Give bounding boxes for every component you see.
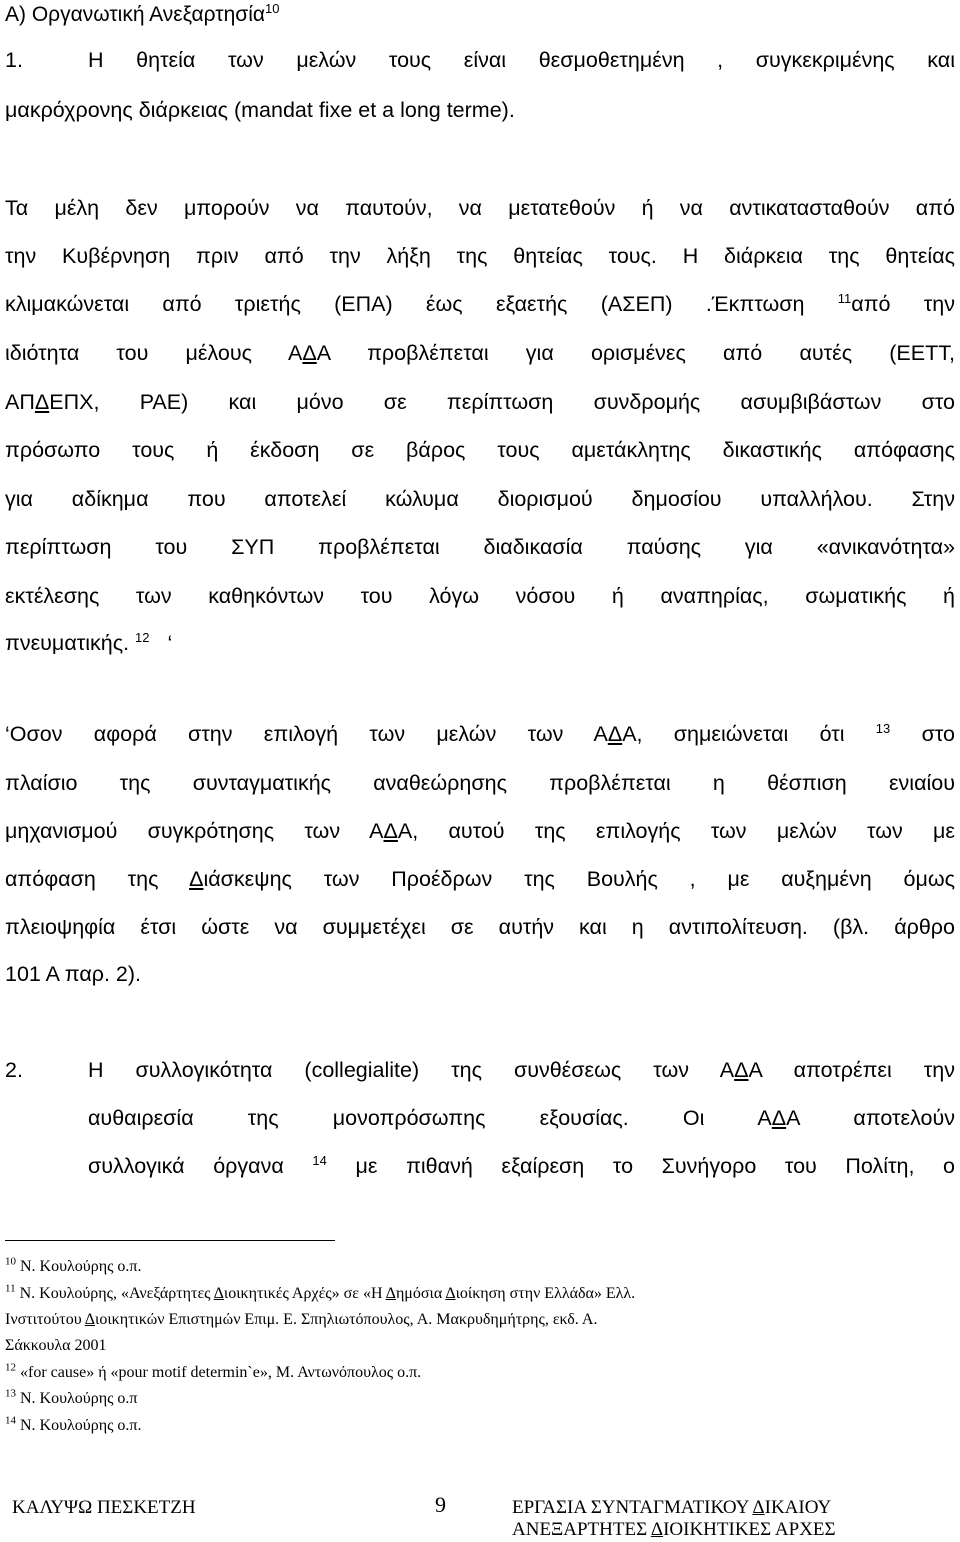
- item-1-number: 1.: [5, 48, 23, 72]
- footnote-separator: [5, 1240, 335, 1241]
- item-2-line-3: συλλογικά όργανα $^{14}$ με πιθανή εξαίρεση το Συνήγορο του Πολίτη, ο: [88, 1152, 956, 1178]
- para-3-line-1: ‘Οσον αφορά στην επιλογή των μελών των ΑΔΑ, σημειώνεται ότι $^{13}$ στο: [5, 720, 955, 746]
- item-2-line-1: Η συλλογικότητα (collegialite) της συνθέσεως των ΑΔΑ αποτρέπει την: [88, 1058, 955, 1082]
- footnote-14: $^{14}$ Ν. Κουλούρης ο.π.: [5, 1414, 142, 1434]
- footnote-ref-13[interactable]: 13: [875, 720, 891, 736]
- footnote-11-line-2: Ινστιτούτου Διοικητικών Επιστημών Επιμ. Ε. Σπηλιωτόπουλος, Α. Μακρυδημήτρης, εκδ. Α.: [5, 1311, 598, 1328]
- footer-author: ΚΑΛΥΨΩ ΠΕΣΚΕΤΖΗ: [12, 1497, 196, 1518]
- para-2-line-2: την Κυβέρνηση πριν από την λήξη της θητείας τους. Η διάρκεια της θητείας: [5, 244, 955, 268]
- footnote-11-line-3: Σάκκουλα 2001: [5, 1337, 107, 1354]
- footnote-ref-12[interactable]: 12: [135, 629, 150, 645]
- footnote-13: $^{13}$ Ν. Κουλούρης ο.π: [5, 1387, 138, 1407]
- footnote-ref-11[interactable]: 11: [837, 290, 852, 306]
- para-3-line-4: απόφαση της Διάσκεψης των Προέδρων της Βουλής , με αυξημένη όμως: [5, 867, 955, 891]
- footnote-ref-10[interactable]: 10: [265, 1, 280, 16]
- footnote-12: $^{12}$ «for cause» ή «pour motif determin`e», Μ. Αντωνόπουλος ο.π.: [5, 1361, 422, 1381]
- footer-title-line-2: ΑΝΕΞΑΡΤΗΤΕΣ ΔΙΟΙΚΗΤΙΚΕΣ ΑΡΧΕΣ: [512, 1519, 836, 1540]
- footer-title-line-1: ΕΡΓΑΣΙΑ ΣΥΝΤΑΓΜΑΤΙΚΟΥ ΔΙΚΑΙΟΥ: [512, 1497, 832, 1518]
- item-2-number: 2.: [5, 1058, 23, 1082]
- para-2-line-7: για αδίκημα που αποτελεί κώλυμα διορισμού δημοσίου υπαλλήλου. Στην: [5, 487, 955, 511]
- para-3-line-6: 101 Α παρ. 2).: [5, 962, 142, 986]
- para-3-line-3: μηχανισμού συγκρότησης των ΑΔΑ, αυτού της επιλογής των μελών των με: [5, 819, 955, 843]
- para-2-line-4: ιδιότητα του μέλους ΑΔΑ προβλέπεται για ορισμένες από αυτές (ΕΕΤΤ,: [5, 341, 955, 365]
- para-2-line-9: εκτέλεσης των καθηκόντων του λόγω νόσου ή αναπηρίας, σωματικής ή: [5, 584, 955, 608]
- item-2-line-2: αυθαιρεσία της μονοπρόσωπης εξουσίας. Οι ΑΔΑ αποτελούν: [88, 1106, 955, 1130]
- page-number: 9: [435, 1492, 446, 1517]
- para-2-line-5: ΑΠΔΕΠΧ, ΡΑΕ) και μόνο σε περίπτωση συνδρομής ασυμβιβάστων στο: [5, 390, 955, 414]
- para-2-line-1: Τα μέλη δεν μπορούν να παυτούν, να μετατεθούν ή να αντικατασταθούν από: [5, 196, 955, 220]
- para-3-line-5: πλειοψηφία έτσι ώστε να συμμετέχει σε αυτήν και η αντιπολίτευση. (βλ. άρθρο: [5, 915, 955, 939]
- para-2-line-6: πρόσωπο τους ή έκδοση σε βάρος τους αμετάκλητης δικαστικής απόφασης: [5, 438, 955, 462]
- item-1-line-2: μακρόχρονης διάρκειας (mandat fixe et a long terme).: [5, 98, 515, 122]
- para-3-line-2: πλαίσιο της συνταγματικής αναθεώρησης προβλέπεται η θέσπιση ενιαίου: [5, 771, 955, 795]
- para-2-line-3: κλιμακώνεται από τριετής (ΕΠΑ) έως εξαετής (ΑΣΕΠ) .Έκπτωση $^{11}$από την: [5, 290, 956, 316]
- section-heading: Α) Οργανωτική Ανεξαρτησία$^{10}$: [5, 1, 280, 26]
- item-1-line-1: Η θητεία των μελών τους είναι θεσμοθετημένη , συγκεκριμένης και: [88, 48, 955, 72]
- para-2-line-10: πνευματικής. $^{12}$ ‘: [5, 629, 173, 655]
- footnote-10: $^{10}$ Ν. Κουλούρης ο.π.: [5, 1255, 142, 1275]
- footnote-11-line-1: $^{11}$ Ν. Κουλούρης, «Ανεξάρτητες Διοικητικές Αρχές» σε «Η Δημόσια Διοίκηση στην Ελλάδα» Ελλ.: [5, 1282, 636, 1302]
- para-2-line-8: περίπτωση του ΣΥΠ προβλέπεται διαδικασία παύσης για «ανικανότητα»: [5, 535, 955, 559]
- footnote-ref-14[interactable]: 14: [312, 1152, 327, 1168]
